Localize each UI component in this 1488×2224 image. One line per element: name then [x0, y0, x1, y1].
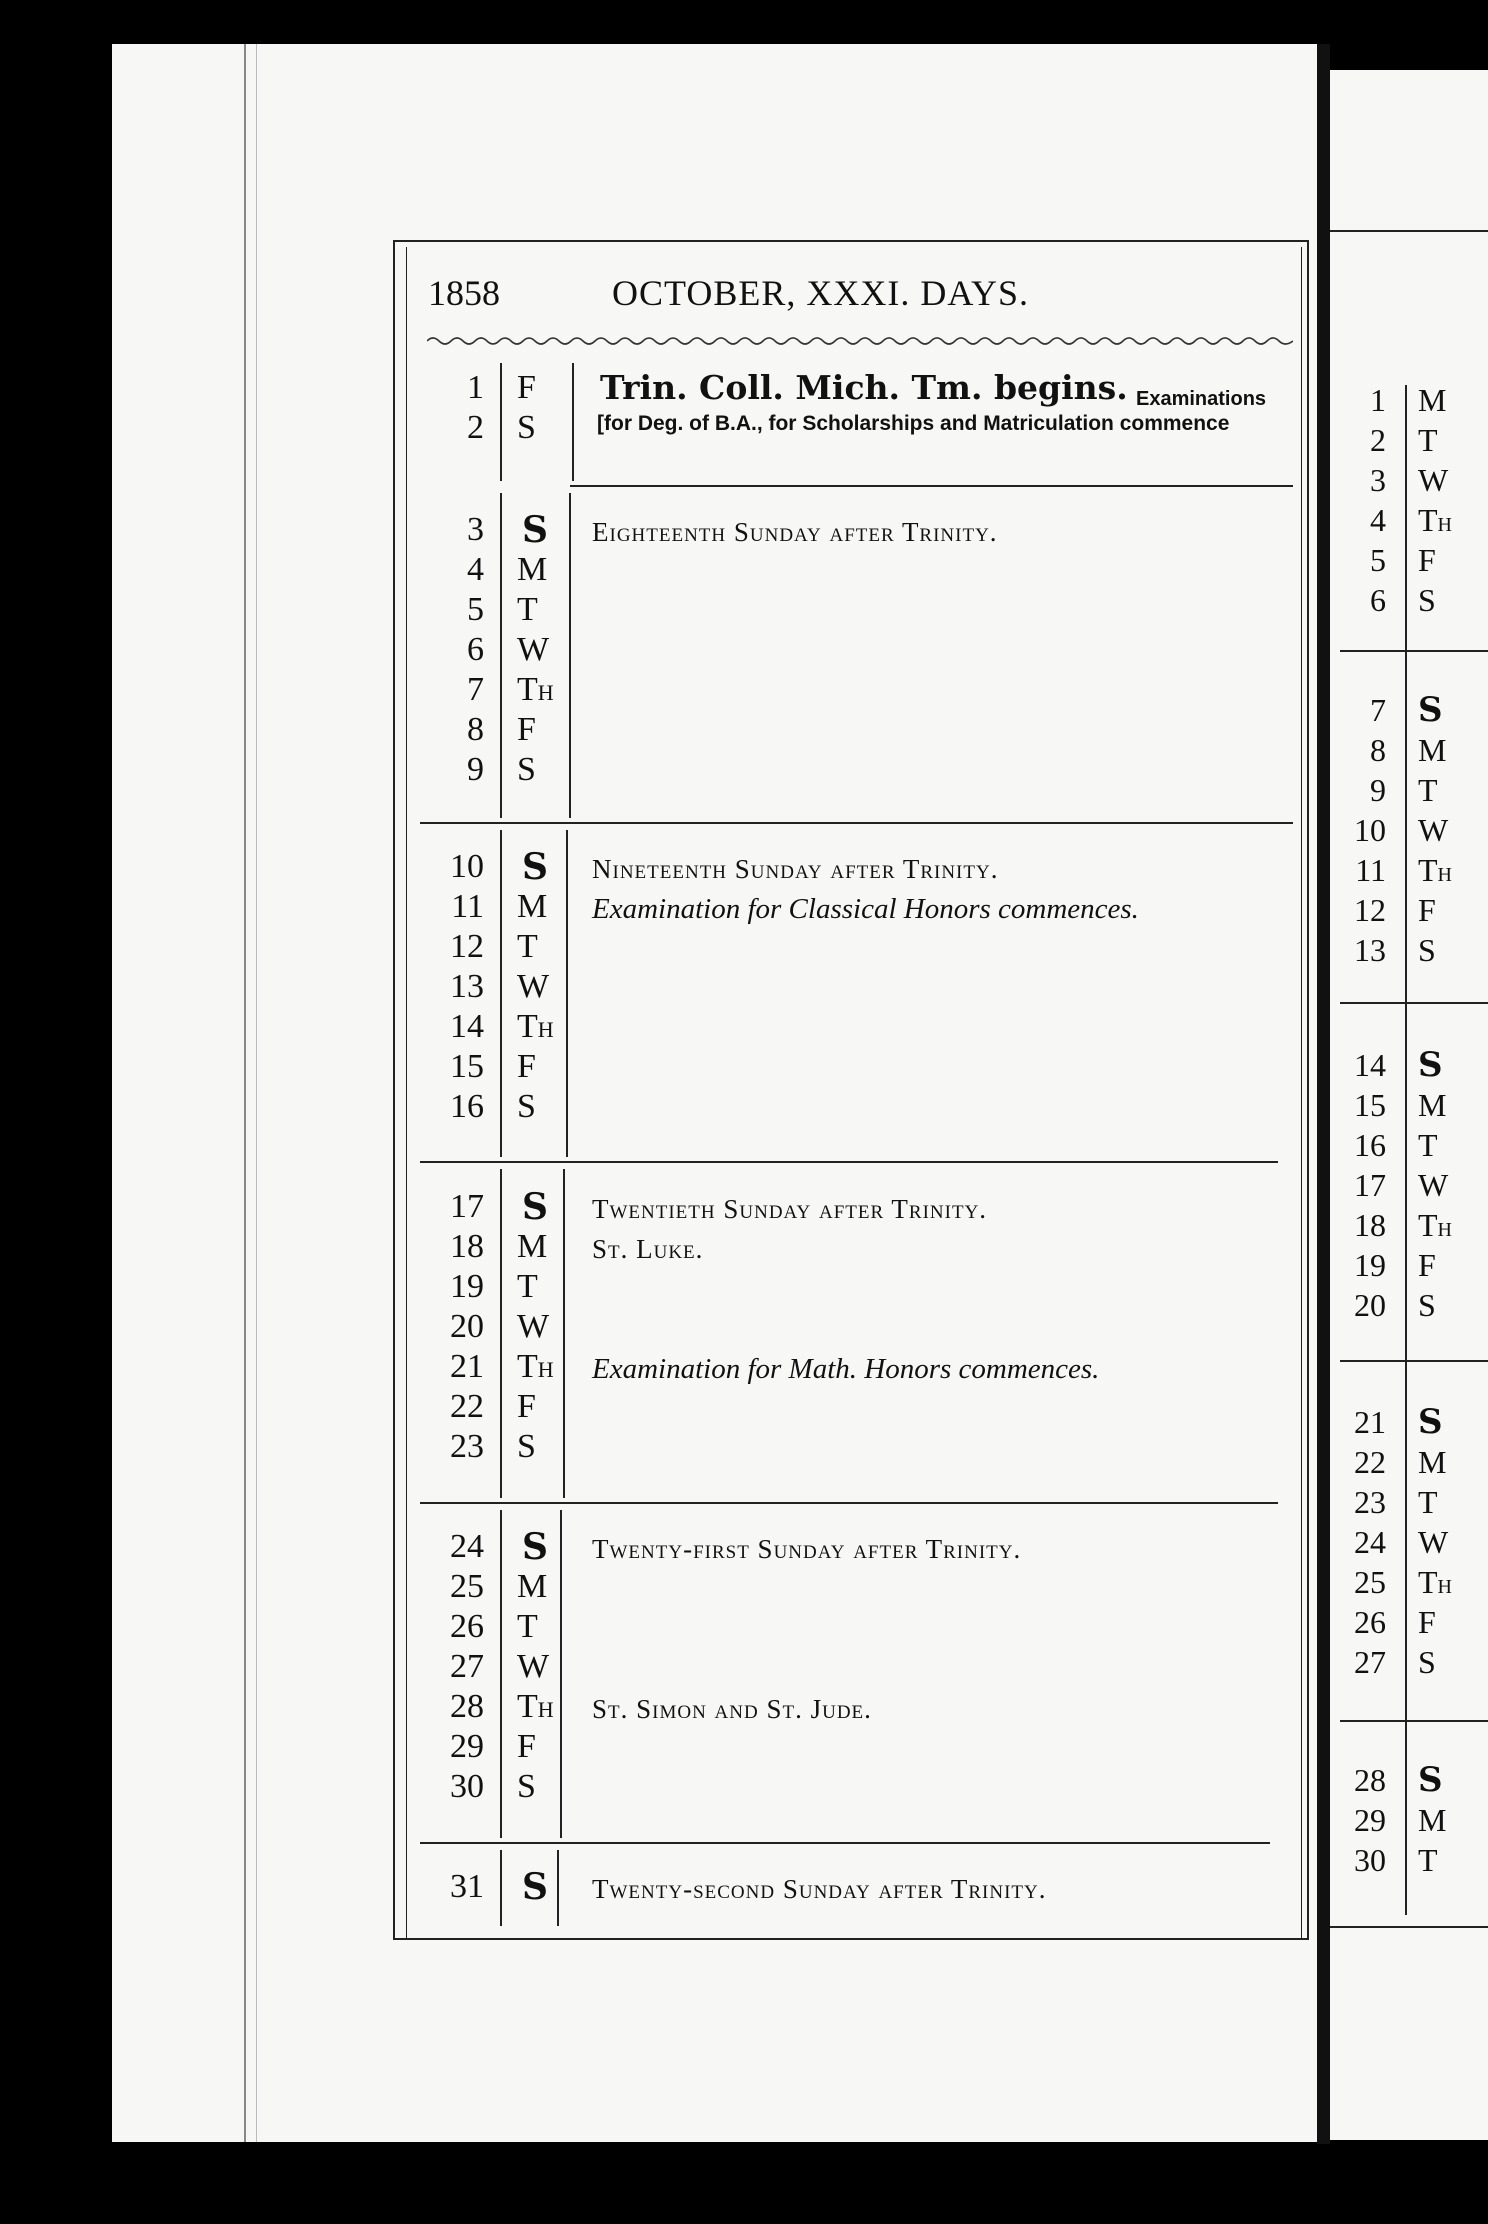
weekday-letter: F — [517, 1048, 536, 1085]
day-column-divider — [500, 830, 502, 1157]
examinations-note: Examinations — [1136, 388, 1267, 410]
calendar-bottom-rule — [393, 1938, 1309, 1940]
facing-day-number: 10 — [1354, 812, 1386, 848]
facing-day-number: 11 — [1355, 852, 1386, 888]
weekday-letter: T — [517, 928, 538, 965]
day-number: 4 — [467, 551, 484, 588]
facing-weekday-letter: W — [1418, 812, 1449, 848]
facing-weekday-letter: T — [1418, 772, 1438, 808]
week-separator — [420, 1502, 1278, 1504]
day-number: 23 — [450, 1428, 484, 1465]
event-note: Examination for Math. Honors commences. — [592, 1353, 1100, 1385]
day-number: 30 — [450, 1768, 484, 1805]
facing-sunday-mark: S — [1418, 1760, 1443, 1800]
weekday-letter: F — [517, 711, 536, 748]
facing-weekday-letter: M — [1418, 732, 1447, 768]
weekday-letter: M — [517, 551, 548, 588]
facing-weekday-letter: T — [1418, 1842, 1438, 1878]
facing-day-number: 15 — [1354, 1087, 1386, 1123]
event-title: St. Luke. — [592, 1234, 704, 1264]
facing-weekday-letter: TH — [1418, 852, 1452, 888]
facing-day-number: 14 — [1354, 1047, 1386, 1083]
facing-weekday-letter: W — [1418, 1167, 1449, 1203]
facing-day-number: 6 — [1370, 582, 1386, 618]
facing-day-number: 1 — [1370, 382, 1386, 418]
facing-weekday-letter: T — [1418, 422, 1438, 458]
facing-day-number: 9 — [1370, 772, 1386, 808]
day-number: 21 — [450, 1348, 484, 1385]
facing-weekday-letter: M — [1418, 382, 1447, 418]
facing-day-number: 3 — [1370, 462, 1386, 498]
day-number: 13 — [450, 968, 484, 1005]
weekday-letter: M — [517, 1228, 548, 1265]
facing-day-number: 4 — [1370, 502, 1386, 538]
facing-day-number: 30 — [1354, 1842, 1386, 1878]
day-column-divider — [500, 363, 502, 481]
weekday-letter: S — [517, 751, 536, 788]
facing-day-number: 27 — [1354, 1644, 1386, 1680]
facing-day-number: 12 — [1354, 892, 1386, 928]
facing-day-number: 25 — [1354, 1564, 1386, 1600]
sunday-mark: S — [522, 509, 548, 551]
facing-day-number: 13 — [1354, 932, 1386, 968]
weekday-column-divider — [572, 363, 574, 481]
day-number: 24 — [450, 1528, 484, 1565]
weekday-letter: T — [517, 1608, 538, 1645]
event-note: Examination for Classical Honors commences. — [592, 893, 1139, 925]
sunday-mark: S — [522, 1866, 548, 1908]
facing-weekday-letter: S — [1418, 1644, 1436, 1680]
day-number: 12 — [450, 928, 484, 965]
facing-sunday-mark: S — [1418, 1402, 1443, 1442]
weekday-letter: F — [517, 1388, 536, 1425]
weekday-letter: F — [517, 369, 536, 406]
facing-day-number: 7 — [1370, 692, 1386, 728]
day-number: 22 — [450, 1388, 484, 1425]
facing-weekday-letter: S — [1418, 932, 1436, 968]
day-number: 2 — [467, 409, 484, 446]
facing-weekday-letter: M — [1418, 1087, 1447, 1123]
facing-week-separator — [1340, 1360, 1488, 1362]
day-number: 20 — [450, 1308, 484, 1345]
weekday-letter: W — [517, 1308, 550, 1345]
sunday-mark: S — [522, 1526, 548, 1568]
day-number: 1 — [467, 369, 484, 406]
facing-day-number: 21 — [1354, 1404, 1386, 1440]
day-number: 31 — [450, 1868, 484, 1905]
facing-day-number: 22 — [1354, 1444, 1386, 1480]
weekday-letter: T — [517, 1268, 538, 1305]
facing-week-separator — [1340, 1002, 1488, 1004]
facing-weekday-letter: S — [1418, 582, 1436, 618]
weekday-letter: S — [517, 1768, 536, 1805]
week-separator — [420, 822, 1293, 824]
facing-day-number: 24 — [1354, 1524, 1386, 1560]
weekday-column-divider — [563, 1169, 565, 1498]
sunday-mark: S — [522, 846, 548, 888]
day-column-divider — [500, 1510, 502, 1838]
facing-day-number: 26 — [1354, 1604, 1386, 1640]
facing-weekday-letter: F — [1418, 1247, 1436, 1283]
facing-sunday-mark: S — [1418, 690, 1443, 730]
facing-weekday-letter: T — [1418, 1127, 1438, 1163]
day-number: 25 — [450, 1568, 484, 1605]
day-number: 10 — [450, 848, 484, 885]
weekday-letter: W — [517, 1648, 550, 1685]
day-number: 7 — [467, 671, 484, 708]
facing-day-number: 2 — [1370, 422, 1386, 458]
day-number: 6 — [467, 631, 484, 668]
facing-top-rule — [1330, 230, 1488, 232]
event-title: Twenty-first Sunday after Trinity. — [592, 1534, 1022, 1564]
weekday-letter: W — [517, 968, 550, 1005]
examinations-detail: [for Deg. of B.A., for Scholarships and Matriculation commence — [597, 412, 1230, 435]
facing-day-number: 29 — [1354, 1802, 1386, 1838]
weekday-column-divider — [566, 830, 568, 1157]
facing-week-separator — [1340, 650, 1488, 652]
event-title: Eighteenth Sunday after Trinity. — [592, 517, 998, 547]
facing-day-number: 20 — [1354, 1287, 1386, 1323]
day-number: 26 — [450, 1608, 484, 1645]
facing-weekday-letter: T — [1418, 1484, 1438, 1520]
weekday-letter: S — [517, 1428, 536, 1465]
header-year: 1858 — [428, 273, 500, 313]
day-number: 27 — [450, 1648, 484, 1685]
day-column-divider — [500, 493, 502, 818]
event-title: St. Simon and St. Jude. — [592, 1694, 872, 1724]
day-column-divider — [500, 1850, 502, 1926]
facing-day-number: 8 — [1370, 732, 1386, 768]
facing-weekday-letter: TH — [1418, 1207, 1452, 1243]
day-number: 5 — [467, 591, 484, 628]
day-number: 8 — [467, 711, 484, 748]
weekday-letter: TH — [517, 1348, 554, 1385]
facing-weekday-letter: TH — [1418, 1564, 1452, 1600]
weekday-letter: S — [517, 1088, 536, 1125]
week-separator — [420, 1161, 1278, 1163]
event-title: Nineteenth Sunday after Trinity. — [592, 854, 999, 884]
day-number: 19 — [450, 1268, 484, 1305]
event-title: Twenty-second Sunday after Trinity. — [592, 1874, 1047, 1904]
facing-weekday-letter: TH — [1418, 502, 1452, 538]
facing-sunday-mark: S — [1418, 1045, 1443, 1085]
day-number: 11 — [451, 888, 484, 925]
facing-day-number: 28 — [1354, 1762, 1386, 1798]
event-title: Twentieth Sunday after Trinity. — [592, 1194, 988, 1224]
weekday-column-divider — [557, 1850, 559, 1926]
sunday-mark: S — [522, 1186, 548, 1228]
day-column-divider — [500, 1169, 502, 1498]
facing-week-separator — [1340, 1720, 1488, 1722]
facing-day-number: 19 — [1354, 1247, 1386, 1283]
facing-column-divider — [1405, 385, 1407, 1915]
weekday-letter: F — [517, 1728, 536, 1765]
weekday-letter: TH — [517, 1008, 554, 1045]
weekday-letter: TH — [517, 1688, 554, 1725]
facing-day-number: 5 — [1370, 542, 1386, 578]
header-wavy-rule — [427, 335, 1293, 347]
trinity-term-heading: Trin. Coll. Mich. Tm. begins. — [600, 368, 1128, 407]
day-number: 18 — [450, 1228, 484, 1265]
day-number: 29 — [450, 1728, 484, 1765]
weekday-letter: S — [517, 409, 536, 446]
weekday-letter: W — [517, 631, 550, 668]
facing-day-number: 16 — [1354, 1127, 1386, 1163]
weekday-letter: TH — [517, 671, 554, 708]
facing-day-number: 17 — [1354, 1167, 1386, 1203]
facing-weekday-letter: M — [1418, 1444, 1447, 1480]
facing-weekday-letter: S — [1418, 1287, 1436, 1323]
weekday-column-divider — [560, 1510, 562, 1838]
day-number: 16 — [450, 1088, 484, 1125]
day-number: 14 — [450, 1008, 484, 1045]
facing-bottom-rule — [1330, 1926, 1488, 1928]
day-number: 15 — [450, 1048, 484, 1085]
weekday-letter: T — [517, 591, 538, 628]
facing-weekday-letter: F — [1418, 892, 1436, 928]
weekday-column-divider — [569, 493, 571, 818]
day-number: 17 — [450, 1188, 484, 1225]
page-binding-edge — [244, 44, 257, 2142]
day-number: 28 — [450, 1688, 484, 1725]
facing-weekday-letter: F — [1418, 1604, 1436, 1640]
facing-day-number: 18 — [1354, 1207, 1386, 1243]
week-separator — [420, 1842, 1270, 1844]
page-gutter — [1317, 44, 1330, 2144]
facing-weekday-letter: F — [1418, 542, 1436, 578]
week-separator — [570, 485, 1293, 487]
day-number: 3 — [467, 511, 484, 548]
day-number: 9 — [467, 751, 484, 788]
weekday-letter: M — [517, 1568, 548, 1605]
facing-weekday-letter: M — [1418, 1802, 1447, 1838]
header-title: OCTOBER, XXXI. DAYS. — [612, 273, 1030, 313]
weekday-letter: M — [517, 888, 548, 925]
facing-day-number: 23 — [1354, 1484, 1386, 1520]
facing-weekday-letter: W — [1418, 1524, 1449, 1560]
facing-weekday-letter: W — [1418, 462, 1449, 498]
